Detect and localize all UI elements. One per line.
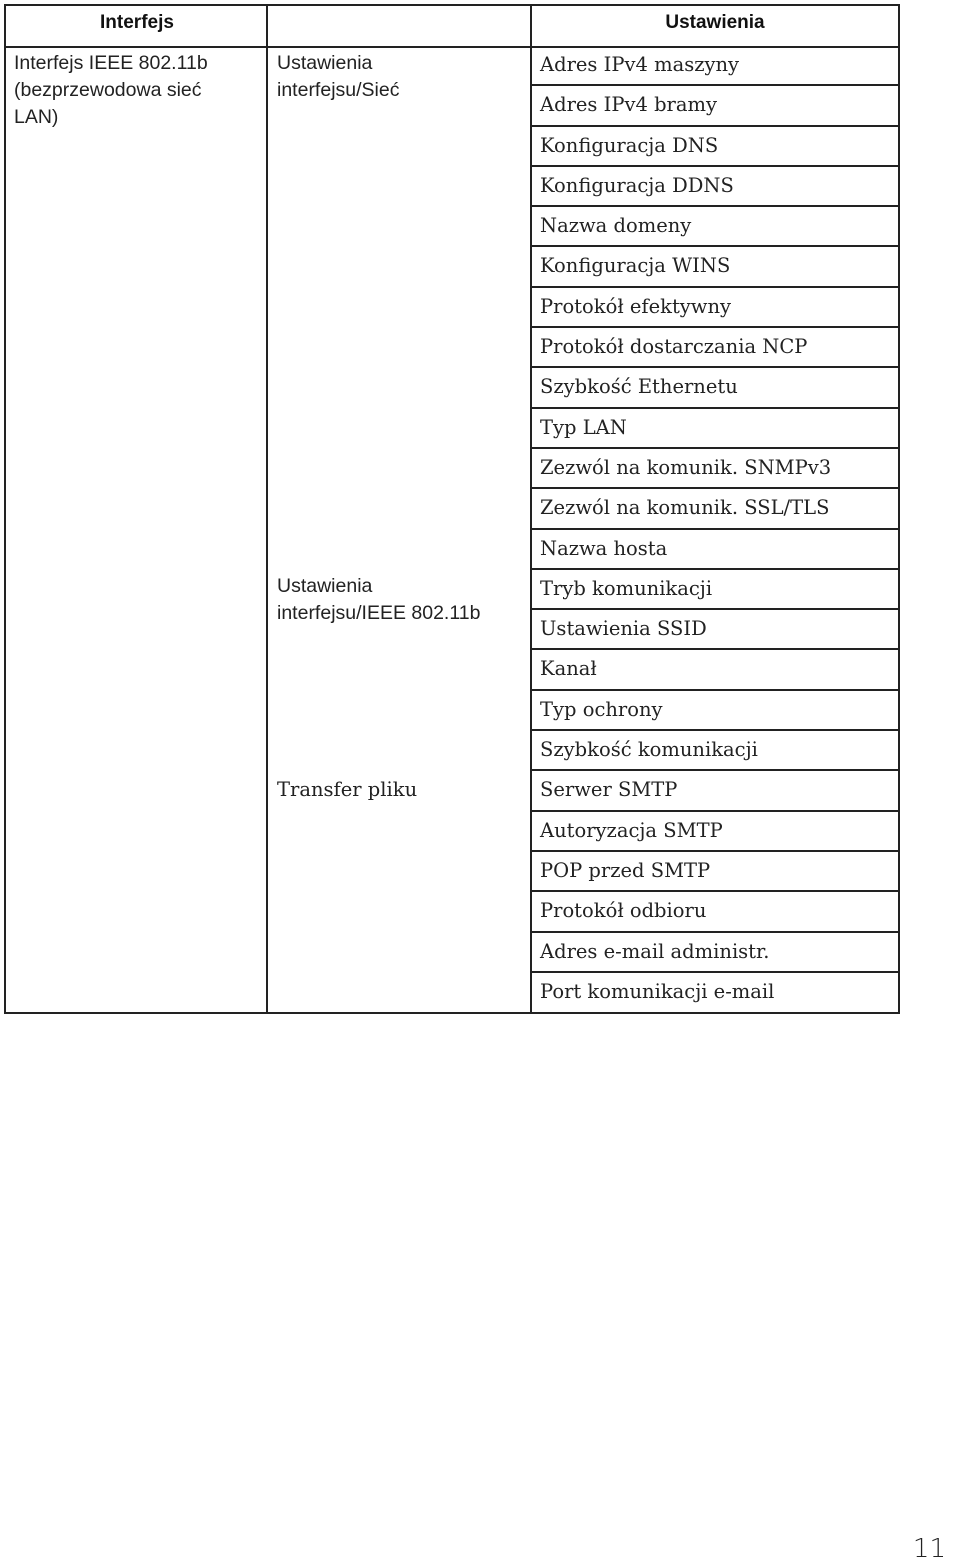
setting-item: Protokół dostarczania NCP xyxy=(532,328,898,368)
setting-item: Nazwa hosta xyxy=(532,530,898,570)
group-file-transfer: Transfer pliku xyxy=(277,778,418,801)
setting-item: Adres IPv4 maszyny xyxy=(532,46,898,86)
interface-column xyxy=(6,6,268,1012)
header-settings xyxy=(6,6,960,46)
setting-item: Port komunikacji e-mail xyxy=(540,979,775,1003)
setting-item: Protokół efektywny xyxy=(532,288,898,328)
header-interface: Interfejs xyxy=(100,12,174,33)
group-network xyxy=(277,50,399,104)
setting-item: Konfiguracja WINS xyxy=(532,247,898,287)
setting-item: Konfiguracja DDNS xyxy=(532,167,898,207)
header-settings-label: Ustawienia xyxy=(665,12,765,33)
setting-item: Kanał xyxy=(532,650,898,690)
interface-cell xyxy=(14,50,208,131)
setting-item: Zezwól na komunik. SSL/TLS xyxy=(532,489,898,529)
setting-item: POP przed SMTP xyxy=(532,852,898,892)
settings-column xyxy=(532,6,898,1012)
setting-item: Tryb komunikacji xyxy=(532,570,898,610)
group-network-line-2: interfejsu/Sieć xyxy=(277,79,400,101)
group-ieee-line-1: Ustawienia xyxy=(277,575,373,597)
setting-item: Szybkość komunikacji xyxy=(532,731,898,771)
group-network-line-1: Ustawienia xyxy=(277,52,373,74)
setting-item: Protokół odbioru xyxy=(532,892,898,932)
setting-item: Ustawienia SSID xyxy=(532,610,898,650)
setting-item: Adres IPv4 bramy xyxy=(532,86,898,126)
group-ieee-line-2: interfejsu/IEEE 802.11b xyxy=(277,602,481,624)
setting-item: Typ LAN xyxy=(532,409,898,449)
group-column xyxy=(268,6,532,1012)
settings-table xyxy=(4,4,900,1014)
setting-item: Zezwól na komunik. SNMPv3 xyxy=(532,449,898,489)
setting-item: Serwer SMTP xyxy=(532,771,898,811)
setting-item: Konfiguracja DNS xyxy=(532,127,898,167)
setting-item: Szybkość Ethernetu xyxy=(532,368,898,408)
page-number: 11 xyxy=(912,1534,946,1564)
setting-item: Nazwa domeny xyxy=(532,207,898,247)
setting-item: Typ ochrony xyxy=(532,691,898,731)
setting-item: Autoryzacja SMTP xyxy=(532,812,898,852)
setting-item: Adres e-mail administr. xyxy=(532,933,898,973)
settings-list xyxy=(532,46,898,1011)
interface-line-3: LAN) xyxy=(14,106,59,128)
interface-line-2: (bezprzewodowa sieć xyxy=(14,79,202,101)
interface-line-1: Interfejs IEEE 802.11b xyxy=(14,52,208,74)
group-ieee xyxy=(277,573,480,627)
